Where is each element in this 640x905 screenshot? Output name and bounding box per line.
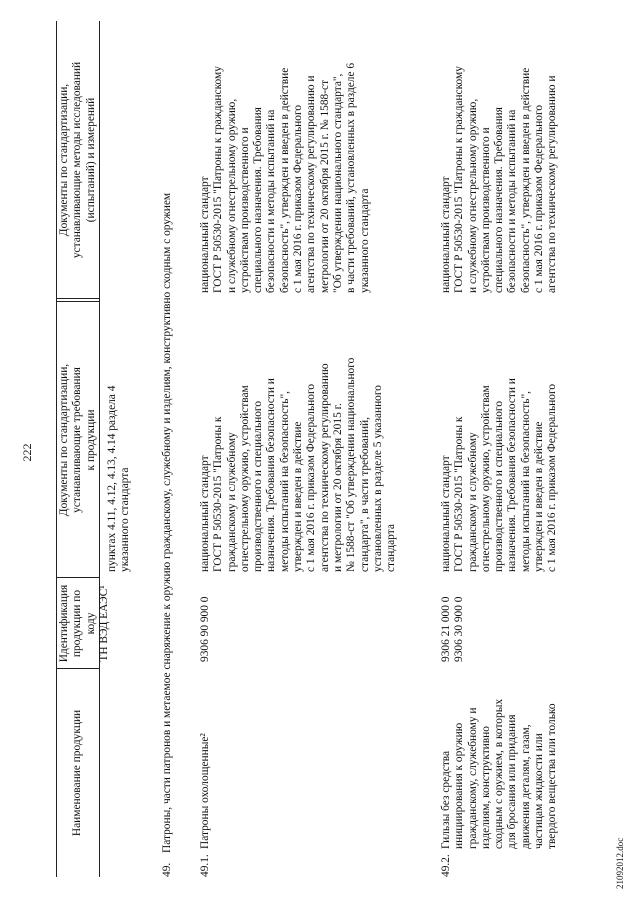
row-number: 49.2.	[440, 854, 452, 877]
table-top-border	[56, 21, 57, 877]
continued-requirements-text: пунктах 4.11, 4.12, 4.13, 4.14 раздела 4 указанного стандарта	[106, 385, 132, 572]
header-test-method-standards: Документы по стандартизации, устанавливающие методы исследований (испытаний) и измерений	[58, 61, 97, 259]
test-method-standard: национальный стандарт ГОСТ Р 50530-2015 "Патроны к гражданскому и служебному огнестрельному оружию, устройствам производственного и специального назначения. Требования безопасности и методы испытаний на безопасность", утвержден и введен в действие с 1 мая 2016 г. приказом Федерального агентства по техническому регулированию и	[440, 66, 559, 293]
test-method-standard: национальный стандарт ГОСТ Р 50530-2015 "Патроны к гражданскому и служебному огнестрельному оружию, устройствам производственного и специального назначения. Требования безопасности и методы испытаний на безопасность", утвержден и введен в действие с 1 мая 2016 г. приказом Федерального агентства по техническому регулированию и метрологии от 20 октября 2015 г. № 1588-ст "Об утверждении национального стандарта", в части требований, установленных в разделе 6 указанного стандарта	[199, 62, 371, 293]
product-name: Гильзы без средства инициирования к оружию гражданскому, служебному и изделиям, конструктивно сходным с оружием, в которых для бросания или придания движения деталям, газам, частицам жидкости или твердого вещества или только	[440, 698, 559, 849]
header-product-name: Наименование продукции	[71, 709, 83, 837]
product-name: Патроны охолощенные²	[199, 733, 211, 849]
page-number: 222	[20, 443, 34, 462]
tn-ved-codes: 9306 21 000 0 9306 30 900 0	[440, 596, 466, 662]
section-number: 49.	[161, 862, 173, 877]
tn-ved-codes: 9306 90 900 0	[199, 596, 211, 662]
footer-filename: 21092012.doc	[615, 837, 625, 889]
header-requirements-standards: Документы по стандартизации, устанавливающие требования к продукции	[58, 363, 97, 517]
table-header-bottom-border	[99, 21, 100, 877]
header-tn-ved-code: Идентификация продукции по коду ТН ВЭД ЕАЭС¹	[58, 584, 110, 663]
section-title: Патроны, части патронов и метаемое снаряжение к оружию гражданскому, служебному и изделиям, конструктивно сходным с оружием	[161, 192, 173, 853]
requirements-standard: национальный стандарт ГОСТ Р 50530-2015 "Патроны к гражданскому и служебному огнестрельному оружию, устройствам производственного и специального назначения. Требования безопасности и методы испытаний на безопасность", утвержден и введен в действие с 1 мая 2016 г. приказом Федерального агентства по техническому регулированию и метрологии от 20 октября 2015 г. № 1588-ст "Об утверждении национального стандарта", в части требований, установленных в разделе 5 указанного стандарта	[199, 357, 398, 572]
row-number: 49.1.	[199, 854, 211, 877]
requirements-standard: национальный стандарт ГОСТ Р 50530-2015 "Патроны к гражданскому и служебному огнестрельному оружию, устройствам производственного и специального назначения. Требования безопасности и методы испытаний на безопасность", утвержден и введен в действие с 1 мая 2016 г. приказом Федерального	[440, 378, 559, 572]
